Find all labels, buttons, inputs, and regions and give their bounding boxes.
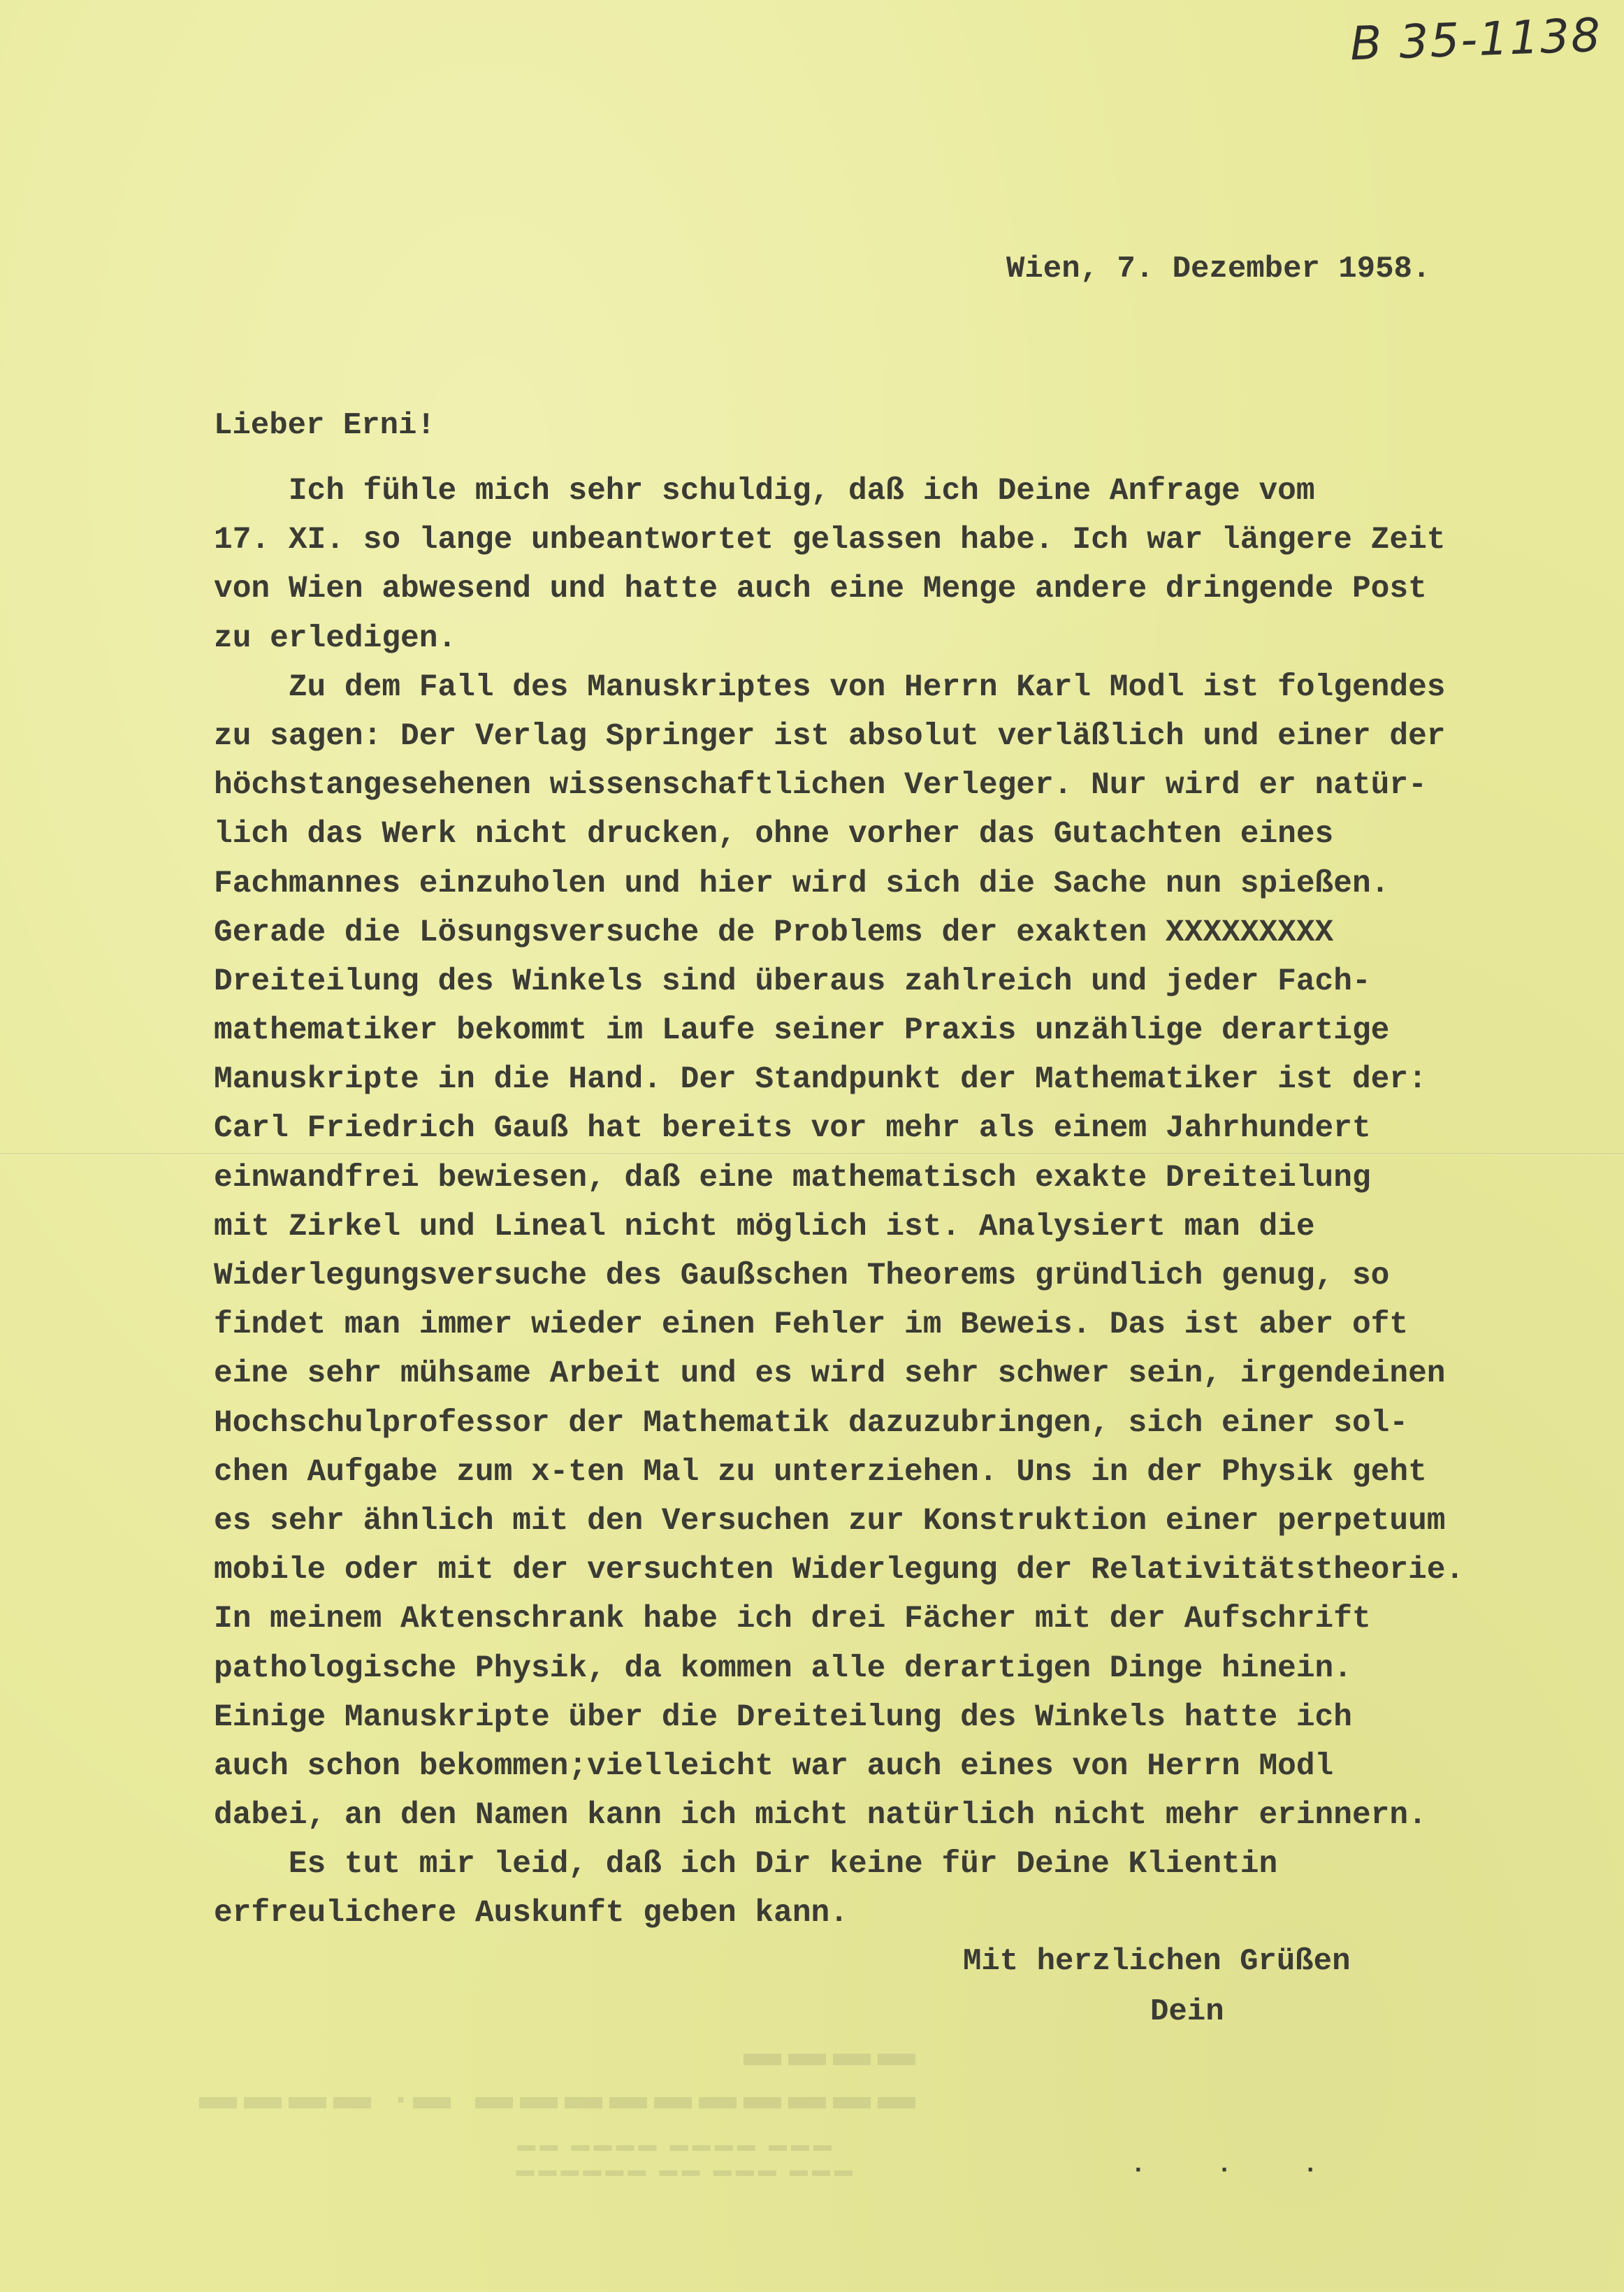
body-line: Manuskripte in die Hand. Der Standpunkt der Mathematiker ist der: [214,1062,1427,1098]
body-line: Es tut mir leid, daß ich Dir keine für Deine Klientin [214,1847,1278,1883]
body-line: Zu dem Fall des Manuskriptes von Herrn Karl Modl ist folgendes [214,669,1446,705]
body-line: lich das Werk nicht drucken, ohne vorher das Gutachten eines [214,817,1334,853]
body-line: findet man immer wieder einen Fehler im Beweis. Das ist aber oft [214,1307,1409,1343]
body-line: Einige Manuskripte über die Dreiteilung des Winkels hatte ich [214,1699,1352,1735]
body-line: erfreulichere Auskunft geben kann. [214,1896,848,1931]
closing-line: Mit herzlichen Grüßen [963,1944,1351,1979]
body-line: 17. XI. so lange unbeantwortet gelassen habe. Ich war längere Zeit [214,523,1446,558]
letter-body [214,467,1597,1938]
bleed-through-stamp: ▬▬▬ ▬▬▬ ▬▬ ▬▬▬▬▬▬ ▬▬▬ ▬▬▬▬ ▬▬▬▬ ▬▬ ▬▬▬▬▬▬▬▬▬▬ ▬. ▬▬▬▬ ▬▬▬▬ [191,2045,915,2187]
body-line: höchstangesehenen wissenschaftlichen Verleger. Nur wird er natür- [214,768,1427,804]
body-line: pathologische Physik, da kommen alle derartigen Dinge hinein. [214,1651,1352,1686]
body-line: mit Zirkel und Lineal nicht möglich ist. Analysiert man die [214,1209,1315,1245]
body-line: In meinem Aktenschrank habe ich drei Fächer mit der Aufschrift [214,1602,1371,1637]
body-line: Gerade die Lösungsversuche de Problems der exakten XXXXXXXXX [214,915,1334,950]
archive-mark: B 35-1138 [1349,8,1603,71]
body-line: Dreiteilung des Winkels sind überaus zahlreich und jeder Fach- [214,964,1371,999]
body-line: zu erledigen. [214,621,457,656]
body-line: Carl Friedrich Gauß hat bereits vor mehr als einem Jahrhundert [214,1111,1371,1147]
body-line: es sehr ähnlich mit den Versuchen zur Konstruktion einer perpetuum [214,1503,1446,1539]
date-line: Wien, 7. Dezember 1958. [1006,252,1431,286]
body-line: mathematiker bekommt im Laufe seiner Praxis unzählige derartige [214,1013,1390,1049]
bleed-through-dots: · · · [1131,2156,1347,2184]
body-line: Hochschulprofessor der Mathematik dazuzubringen, sich einer sol- [214,1405,1409,1441]
body-line: Ich fühle mich sehr schuldig, daß ich Deine Anfrage vom [214,474,1315,509]
body-line: dabei, an den Namen kann ich micht natürlich nicht mehr erinnern. [214,1798,1427,1834]
body-line: von Wien abwesend und hatte auch eine Menge andere dringende Post [214,572,1427,607]
body-line: einwandfrei bewiesen, daß eine mathematisch exakte Dreiteilung [214,1160,1371,1196]
salutation: Lieber Erni! [214,408,435,443]
body-line: auch schon bekommen;vielleicht war auch eines von Herrn Modl [214,1748,1334,1784]
body-line: Widerlegungsversuche des Gaußschen Theorems gründlich genug, so [214,1259,1390,1293]
body-line: zu sagen: Der Verlag Springer ist absolut verläßlich und einer der [214,718,1446,754]
body-line: mobile oder mit der versuchten Widerlegung der Relativitätstheorie. [214,1553,1465,1588]
body-line: eine sehr mühsame Arbeit und es wird sehr schwer sein, irgendeinen [214,1356,1446,1392]
body-line: chen Aufgabe zum x-ten Mal zu unterziehen. Uns in der Physik geht [214,1454,1427,1490]
body-line: Fachmannes einzuholen und hier wird sich die Sache nun spießen. [214,866,1390,901]
signoff: Dein [1150,1994,1224,2029]
